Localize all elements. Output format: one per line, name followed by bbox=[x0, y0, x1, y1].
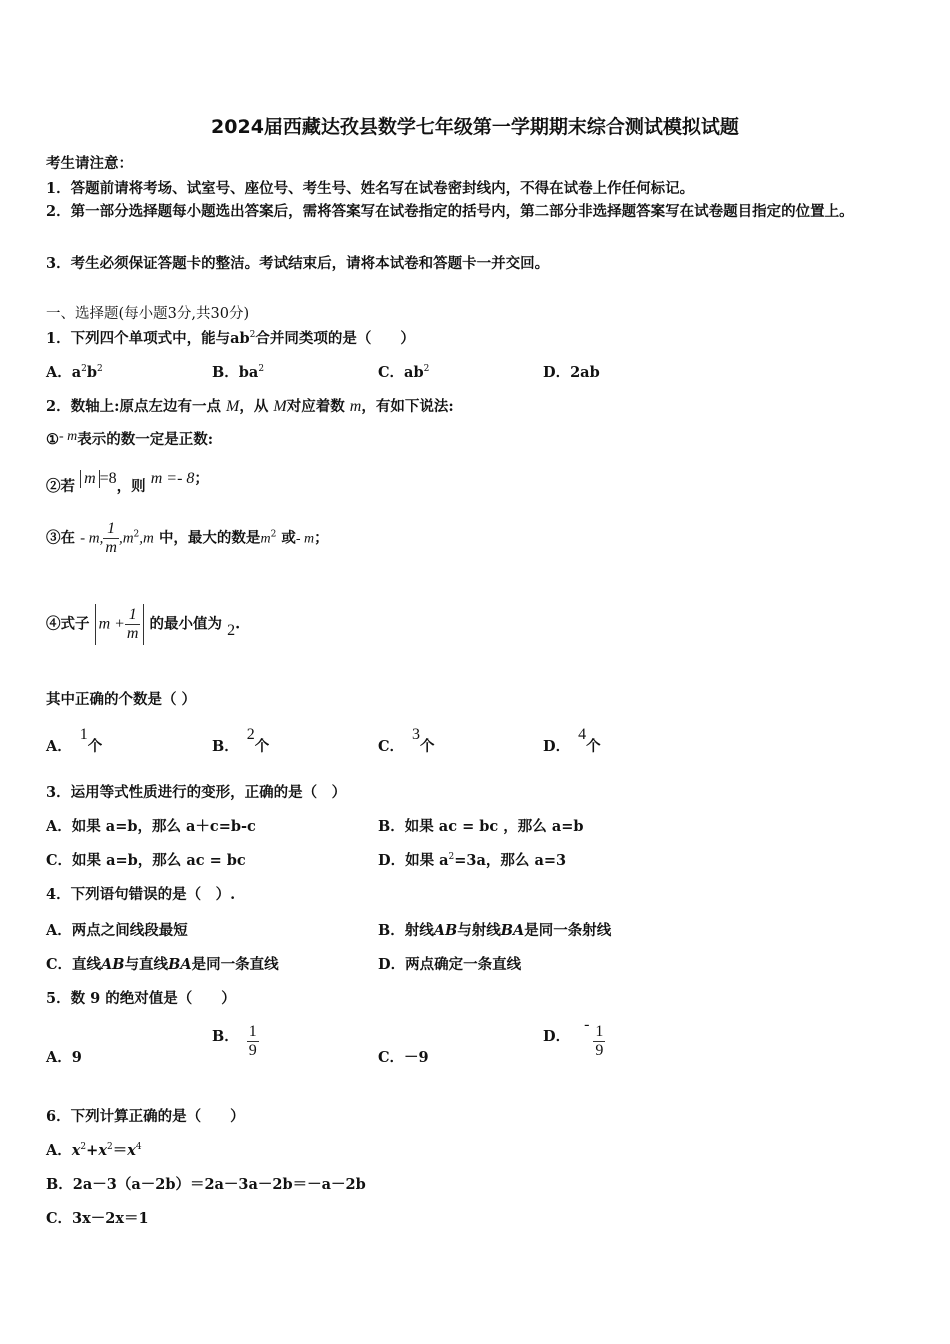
q6-a-s3: 4 bbox=[135, 1142, 142, 1152]
q6-option-c[interactable]: C．3x－2x＝1 bbox=[46, 1210, 149, 1227]
q2-option-b[interactable] bbox=[212, 726, 270, 756]
s2-eq: =8 bbox=[99, 470, 117, 487]
q2-option-d[interactable] bbox=[543, 726, 601, 756]
q1-a-sup2: 2 bbox=[97, 364, 103, 374]
q5-a-text: 9 bbox=[71, 1049, 82, 1066]
s2-then: ，则 bbox=[116, 478, 146, 495]
s4-m: m + bbox=[98, 615, 125, 633]
q2-stem-d: ，有如下说法: bbox=[361, 398, 454, 415]
q5-option-b[interactable] bbox=[212, 1023, 259, 1060]
q4-b-ab: AB bbox=[433, 922, 458, 939]
q6-stem: 6．下列计算正确的是（ ） bbox=[46, 1108, 245, 1125]
q6-a-x1: x bbox=[71, 1142, 81, 1159]
q4-option-a[interactable]: A．两点之间线段最短 bbox=[46, 922, 188, 939]
q4-option-d[interactable]: D．两点确定一条直线 bbox=[378, 956, 522, 973]
q2-statement-2 bbox=[46, 467, 209, 495]
q3-option-a[interactable]: A．如果 a=b，那么 a＋c=b-c bbox=[46, 818, 256, 835]
q5-c-text: －9 bbox=[404, 1049, 429, 1066]
q2-stem bbox=[46, 395, 454, 416]
page-title: 2024届西藏达孜县数学七年级第一学期期末综合测试模拟试题 bbox=[211, 116, 739, 138]
option-label: C． bbox=[378, 738, 405, 755]
q1-c-sup: 2 bbox=[423, 364, 430, 374]
q5-b-fraction bbox=[247, 1023, 259, 1060]
q4-c-ba: BA bbox=[168, 956, 192, 973]
s1-prefix: ① bbox=[46, 431, 59, 448]
q5-d-den: 9 bbox=[595, 1042, 604, 1059]
q2-statement-1 bbox=[46, 428, 213, 449]
q1-a-base: a bbox=[71, 364, 82, 381]
q1-option-c[interactable] bbox=[378, 361, 429, 382]
q1-a-sup1: 2 bbox=[81, 364, 87, 374]
q2-statement-3 bbox=[46, 520, 329, 557]
q2-d-unit: 个 bbox=[586, 738, 601, 755]
option-label: A． bbox=[46, 364, 72, 381]
q3-d-b: =3a，那么 a=3 bbox=[454, 852, 567, 869]
q2-b-unit: 个 bbox=[254, 738, 270, 755]
notice-item-3: 3．考生必须保证答题卡的整洁。考试结束后，请将本试卷和答题卡一并交回。 bbox=[46, 255, 550, 272]
q4-b-ba: BA bbox=[500, 922, 525, 939]
q4-b-a: B．射线 bbox=[378, 922, 434, 939]
s3-end: ； bbox=[314, 529, 329, 547]
q2-a-unit: 个 bbox=[87, 738, 103, 755]
s1-text: 表示的数一定是正数: bbox=[77, 431, 214, 448]
option-label: A． bbox=[46, 1049, 72, 1066]
s4-prefix: ④式子 bbox=[46, 615, 90, 633]
q3-stem: 3．运用等式性质进行的变形，正确的是（ ） bbox=[46, 784, 347, 801]
q5-stem: 5．数 9 的绝对值是（ ） bbox=[46, 990, 236, 1007]
q1-stem bbox=[46, 327, 415, 348]
s2-abs: m bbox=[80, 470, 100, 488]
s3-prefix: ③在 bbox=[46, 529, 75, 547]
q2-stem-a: 2．数轴上:原点左边有一点 bbox=[46, 398, 221, 415]
q1-option-a[interactable] bbox=[46, 361, 103, 382]
s2-end: ； bbox=[194, 470, 209, 487]
q2-option-c[interactable] bbox=[378, 726, 435, 756]
section-heading: 一、选择题(每小题3分,共30分) bbox=[46, 306, 250, 322]
q5-option-a[interactable] bbox=[46, 1046, 82, 1067]
q5-b-den: 9 bbox=[248, 1042, 257, 1059]
q1-d-text: 2ab bbox=[570, 364, 600, 381]
q1-b-sup: 2 bbox=[258, 364, 265, 374]
q4-option-c[interactable] bbox=[46, 953, 279, 974]
option-label: D． bbox=[543, 364, 571, 381]
q1-stem-a: 1．下列四个单项式中，能与ab bbox=[46, 330, 250, 347]
q5-d-fraction bbox=[593, 1023, 605, 1060]
s2-math: m =- 8 bbox=[150, 470, 195, 487]
option-label: C． bbox=[378, 364, 405, 381]
q4-c-c: 是同一条直线 bbox=[191, 956, 279, 973]
s4-frac-num: 1 bbox=[125, 606, 141, 625]
q6-option-a[interactable] bbox=[46, 1139, 142, 1160]
s2-prefix: ②若 bbox=[46, 478, 75, 495]
s3-list-c: ,m bbox=[139, 530, 154, 547]
q2-var-m: m bbox=[349, 398, 362, 415]
q1-stem-b: 合并同类项的是（ ） bbox=[255, 330, 415, 347]
q3-d-a: D．如果 a bbox=[378, 852, 449, 869]
q6-a-s2: 2 bbox=[106, 1142, 113, 1152]
q2-ask: 其中正确的个数是（ ） bbox=[46, 691, 197, 708]
q4-c-b: 与直线 bbox=[124, 956, 169, 973]
option-label: B． bbox=[212, 738, 239, 755]
q5-d-num: 1 bbox=[595, 1023, 604, 1040]
q1-stem-sup: 2 bbox=[249, 330, 256, 340]
q2-a-num: 1 bbox=[79, 726, 88, 743]
s3-or: 或 bbox=[281, 529, 296, 547]
option-label: C． bbox=[378, 1049, 405, 1066]
s3-list-b: ,m bbox=[118, 530, 134, 547]
q2-var-M: M bbox=[226, 398, 240, 415]
q3-option-d[interactable] bbox=[378, 849, 566, 870]
q2-d-num: 4 bbox=[578, 726, 587, 743]
q1-a-mid: b bbox=[86, 364, 98, 381]
s3-mid: 中，最大的数是 bbox=[158, 529, 261, 547]
s3-fraction bbox=[103, 520, 119, 557]
q4-stem: 4．下列语句错误的是（ ）. bbox=[46, 886, 236, 903]
q4-b-c: 是同一条射线 bbox=[524, 922, 612, 939]
option-label: D． bbox=[543, 738, 571, 755]
q1-option-d[interactable] bbox=[543, 361, 600, 382]
q2-statement-4 bbox=[46, 604, 240, 645]
option-label: B． bbox=[212, 364, 239, 381]
option-label: D． bbox=[543, 1028, 571, 1045]
q6-a-plus: + bbox=[86, 1142, 99, 1159]
option-label: A． bbox=[46, 738, 72, 755]
notice-item-2: 2．第一部分选择题每小题选出答案后，需将答案写在试卷指定的括号内，第二部分非选择题答案写在试卷题目指定的位置上。 bbox=[46, 203, 854, 220]
q2-c-unit: 个 bbox=[420, 738, 435, 755]
notice-item-1: 1．答题前请将考场、试室号、座位号、考生号、姓名写在试卷密封线内，不得在试卷上作任何标记。 bbox=[46, 180, 695, 197]
q6-a-x3: x bbox=[127, 1142, 136, 1159]
s3-list-sup: 2 bbox=[133, 529, 140, 540]
s4-fraction bbox=[125, 606, 141, 643]
option-label: A． bbox=[46, 1142, 72, 1159]
q2-var-M-2: M bbox=[273, 398, 287, 415]
q1-b-base: ba bbox=[238, 364, 259, 381]
q6-a-eq: ＝ bbox=[112, 1142, 128, 1159]
q5-option-c[interactable] bbox=[378, 1046, 429, 1067]
q6-a-s1: 2 bbox=[80, 1142, 87, 1152]
s4-val: 2 bbox=[227, 621, 236, 639]
s3-frac-den: m bbox=[105, 539, 117, 556]
q2-stem-c: 对应着数 bbox=[286, 398, 345, 415]
s4-text: 的最小值为 bbox=[149, 615, 223, 633]
q5-option-d[interactable] bbox=[543, 1016, 605, 1060]
s4-abs bbox=[95, 604, 145, 645]
q5-d-neg: - bbox=[584, 1016, 590, 1033]
q2-option-a[interactable] bbox=[46, 726, 103, 756]
q5-b-num: 1 bbox=[248, 1023, 257, 1040]
q3-option-c[interactable]: C．如果 a=b，那么 ac = bc bbox=[46, 852, 246, 869]
q6-option-b[interactable]: B．2a－3（a－2b）＝2a－3a－2b＝－a－2b bbox=[46, 1176, 366, 1193]
s3-m2: m bbox=[260, 531, 271, 547]
q2-c-num: 3 bbox=[412, 726, 421, 743]
q4-b-b: 与射线 bbox=[457, 922, 501, 939]
s4-end: . bbox=[235, 615, 241, 633]
s3-m2-sup: 2 bbox=[270, 529, 277, 540]
q4-option-b[interactable] bbox=[378, 919, 611, 940]
q4-c-a: C．直线 bbox=[46, 956, 102, 973]
q3-option-b[interactable]: B．如果 ac = bc ，那么 a=b bbox=[378, 818, 584, 835]
q4-c-ab: AB bbox=[101, 956, 125, 973]
option-label: B． bbox=[212, 1028, 239, 1045]
q1-option-b[interactable] bbox=[212, 361, 264, 382]
q3-d-sup: 2 bbox=[448, 852, 455, 862]
q6-a-x2: x bbox=[98, 1142, 107, 1159]
q2-stem-b: ，从 bbox=[239, 398, 269, 415]
s3-list-a: - m, bbox=[80, 530, 104, 547]
s1-math: - m bbox=[59, 429, 78, 444]
q1-c-base: ab bbox=[404, 364, 424, 381]
s3-frac-num: 1 bbox=[103, 520, 119, 539]
s3-negm: - m bbox=[295, 531, 315, 547]
notice-heading: 考生请注意： bbox=[46, 155, 133, 172]
s4-frac-den: m bbox=[126, 625, 139, 642]
q2-b-num: 2 bbox=[246, 726, 255, 743]
